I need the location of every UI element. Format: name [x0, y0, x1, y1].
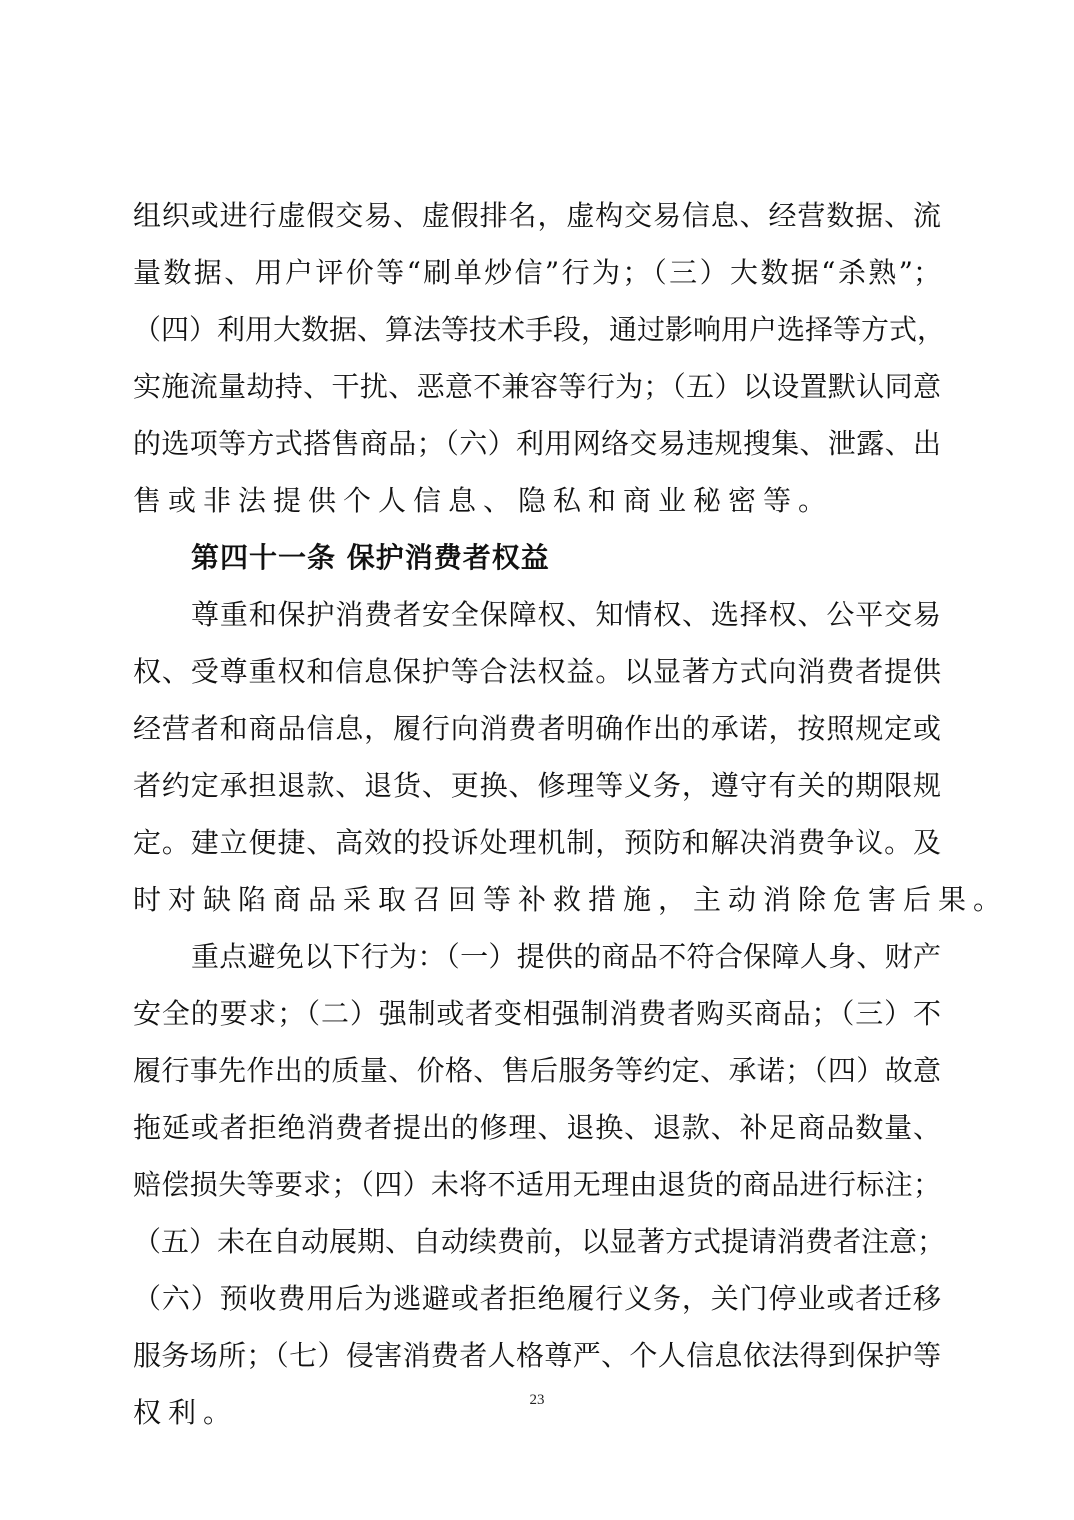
text-line: 服务场所；（七）侵害消费者人格尊严、个人信息依法得到保护等	[133, 1339, 941, 1372]
text-line: 的选项等方式搭售商品；（六）利用网络交易违规搜集、泄露、出	[133, 427, 941, 460]
text-line: 经营者和商品信息，履行向消费者明确作出的承诺，按照规定或	[133, 712, 941, 745]
text-line: 权、受尊重权和信息保护等合法权益。以显著方式向消费者提供	[133, 655, 941, 688]
text-line: 定。建立便捷、高效的投诉处理机制，预防和解决消费争议。及	[133, 826, 941, 859]
text-line: 组织或进行虚假交易、虚假排名，虚构交易信息、经营数据、流	[133, 199, 941, 232]
text-line: 尊重和保护消费者安全保障权、知情权、选择权、公平交易	[191, 598, 941, 631]
text-line: （五）未在自动展期、自动续费前，以显著方式提请消费者注意；	[133, 1225, 946, 1258]
text-line: 时对缺陷商品采取召回等补救措施，主动消除危害后果。	[133, 883, 1009, 916]
text-line: 权利。	[133, 1396, 239, 1429]
text-line: 实施流量劫持、干扰、恶意不兼容等行为；（五）以设置默认同意	[133, 370, 941, 403]
text-line: 售或非法提供个人信息、隐私和商业秘密等。	[133, 484, 834, 517]
text-line: 履行事先作出的质量、价格、售后服务等约定、承诺；（四）故意	[133, 1054, 941, 1087]
text-line: 拖延或者拒绝消费者提出的修理、退换、退款、补足商品数量、	[133, 1111, 941, 1144]
text-line: （六）预收费用后为逃避或者拒绝履行义务，关门停业或者迁移	[133, 1282, 941, 1315]
article-heading: 第四十一条 保护消费者权益	[191, 541, 550, 574]
text-line: 重点避免以下行为：（一）提供的商品不符合保障人身、财产	[191, 940, 941, 973]
text-line: 者约定承担退款、退货、更换、修理等义务，遵守有关的期限规	[133, 769, 941, 802]
text-line: （四）利用大数据、算法等技术手段，通过影响用户选择等方式，	[133, 313, 946, 346]
text-line: 赔偿损失等要求；（四）未将不适用无理由退货的商品进行标注；	[133, 1168, 941, 1201]
text-line: 量数据、用户评价等“刷单炒信”行为；（三）大数据“杀熟”；	[133, 256, 941, 289]
page-number: 23	[529, 1392, 545, 1408]
text-line: 安全的要求；（二）强制或者变相强制消费者购买商品；（三）不	[133, 997, 941, 1030]
paragraph-prohibited-acts-continued	[133, 187, 946, 529]
paragraph-consumer-rights	[133, 586, 1009, 928]
paragraph-avoided-behaviors	[133, 928, 946, 1441]
document-body	[133, 187, 1009, 1441]
